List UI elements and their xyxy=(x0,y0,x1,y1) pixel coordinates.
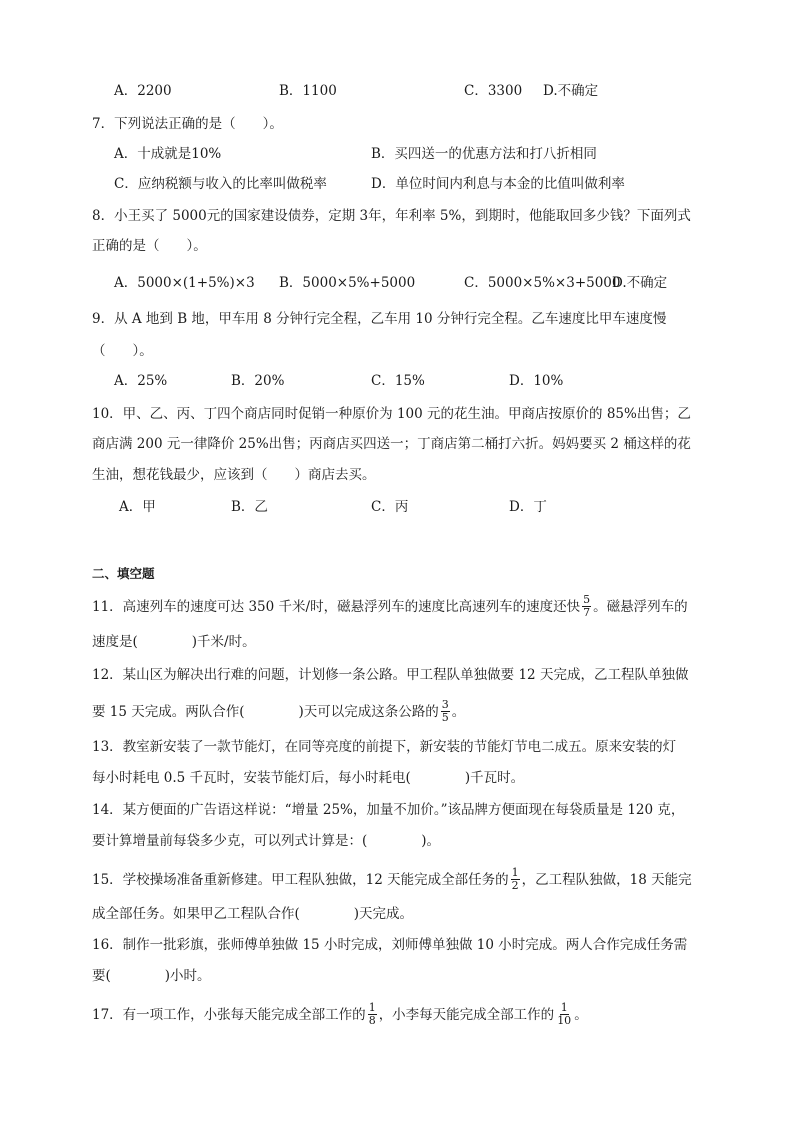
q8-stem-line2: 正确的是（ ）。 xyxy=(92,238,207,254)
q9-option-b: B．20% xyxy=(231,373,285,389)
q10-option-d: D．丁 xyxy=(509,499,547,515)
q15-line1 xyxy=(92,868,692,893)
q17-fraction-2-numerator: 1 xyxy=(560,1001,568,1014)
q13-line2: 每小时耗电 0.5 千瓦时，安装节能灯后，每小时耗电( )千瓦时。 xyxy=(92,770,525,786)
q11-line2: 速度是( )千米/时。 xyxy=(92,634,256,650)
q17-text-post: 。 xyxy=(574,1007,588,1023)
q12-text-pre: 要 15 天完成。两队合作( )天可以完成这条公路的 xyxy=(92,704,439,720)
q8-option-c: C．5000×5%×3+5000 xyxy=(464,275,621,291)
section-heading: 二、填空题 xyxy=(92,566,155,581)
q7-option-a: A．十成就是10% xyxy=(114,146,222,162)
q10-stem-line3: 生油，想花钱最少，应该到（ ）商店去买。 xyxy=(92,467,376,483)
q8-option-b: B．5000×5%+5000 xyxy=(279,275,416,291)
q15-line2: 成全部任务。如果甲乙工程队合作( )天完成。 xyxy=(92,906,414,922)
q6-option-c: C．3300 xyxy=(464,83,523,99)
q15-text-post: ，乙工程队独做，18 天能完 xyxy=(521,872,692,888)
q8-stem-line1: 8．小王买了 5000元的国家建设债券，定期 3年，年利率 5%，到期时，他能取回多少钱？下面列式 xyxy=(92,208,691,224)
q10-stem-line1: 10．甲、乙、丙、丁四个商店同时促销一种原价为 100 元的花生油。甲商店按原价的 85%出售；乙 xyxy=(92,406,691,422)
q6-option-a: A．2200 xyxy=(114,83,172,99)
q9-option-c: C．15% xyxy=(371,373,425,389)
q17-text-mid: ，小李每天能完成全部工作的 xyxy=(378,1007,555,1023)
q12-fraction xyxy=(441,699,450,724)
q12-line1: 12．某山区为解决出行难的问题，计划修一条公路。甲工程队单独做要 12 天完成，乙工程队单独做 xyxy=(92,667,689,683)
q7-option-c: C．应纳税额与收入的比率叫做税率 xyxy=(114,176,327,192)
q10-option-b: B．乙 xyxy=(231,499,268,515)
q17-fraction-1-denominator: 8 xyxy=(368,1014,376,1027)
q17-line1 xyxy=(92,1003,588,1028)
q15-text-pre: 15．学校操场准备重新修建。甲工程队独做，12 天能完成全部任务的 xyxy=(92,872,509,888)
q10-option-c: C．丙 xyxy=(371,499,409,515)
q7-stem: 7．下列说法正确的是（ ）。 xyxy=(92,116,283,132)
q12-fraction-denominator: 5 xyxy=(441,711,449,724)
q17-fraction-2-denominator: 10 xyxy=(557,1014,572,1027)
q9-option-a: A．25% xyxy=(114,373,168,389)
q9-stem-line2: （ ）。 xyxy=(92,343,153,359)
q17-text-pre: 17．有一项工作，小张每天能完成全部工作的 xyxy=(92,1007,366,1023)
q11-fraction-denominator: 7 xyxy=(583,606,591,619)
q10-option-a: A．甲 xyxy=(119,499,156,515)
q12-fraction-numerator: 3 xyxy=(441,698,449,711)
q14-line1: 14．某方便面的广告语这样说：“增量 25%，加量不加价。”该品牌方便面现在每袋质量是 120 克， xyxy=(92,802,685,818)
q7-option-d: D．单位时间内利息与本金的比值叫做利率 xyxy=(371,176,625,192)
q11-fraction xyxy=(582,594,591,619)
q9-stem-line1: 9．从 A 地到 B 地，甲车用 8 分钟行完全程，乙车用 10 分钟行完全程。乙车速度比甲车速度慢 xyxy=(92,311,667,327)
q6-option-b: B．1100 xyxy=(279,83,337,99)
q16-line1: 16．制作一批彩旗，张师傅单独做 15 小时完成，刘师傅单独做 10 小时完成。两人合作完成任务需 xyxy=(92,937,688,953)
q17-fraction-1-numerator: 1 xyxy=(368,1001,376,1014)
q15-fraction xyxy=(511,867,520,892)
q13-line1: 13．教室新安装了一款节能灯，在同等亮度的前提下，新安装的节能灯节电二成五。原来安装的灯 xyxy=(92,739,677,755)
q11-text-pre: 11．高速列车的速度可达 350 千米/时，磁悬浮列车的速度比高速列车的速度还快 xyxy=(92,599,581,615)
q14-line2: 要计算增量前每袋多少克，可以列式计算是：( )。 xyxy=(92,833,441,849)
q8-option-d: D.不确定 xyxy=(612,275,668,291)
q15-fraction-numerator: 1 xyxy=(511,866,519,879)
q16-line2: 要( )小时。 xyxy=(92,968,211,984)
q17-fraction-1 xyxy=(368,1002,377,1027)
q8-option-a: A．5000×(1+5%)×3 xyxy=(114,275,255,291)
q11-fraction-numerator: 5 xyxy=(583,593,591,606)
q6-option-d: D.不确定 xyxy=(543,83,599,99)
q11-line1 xyxy=(92,595,688,620)
q9-option-d: D．10% xyxy=(509,373,564,389)
q12-text-post: 。 xyxy=(451,704,466,720)
q15-fraction-denominator: 2 xyxy=(511,879,519,892)
q12-line2 xyxy=(92,700,465,725)
q7-option-b: B．买四送一的优惠方法和打八折相同 xyxy=(371,146,597,162)
q10-stem-line2: 商店满 200 元一律降价 25%出售；丙商店买四送一；丁商店第二桶打六折。妈妈要买 2 桶这样的花 xyxy=(92,436,691,452)
q17-fraction-2 xyxy=(556,1002,572,1027)
q11-text-post: 。磁悬浮列车的 xyxy=(593,599,688,615)
